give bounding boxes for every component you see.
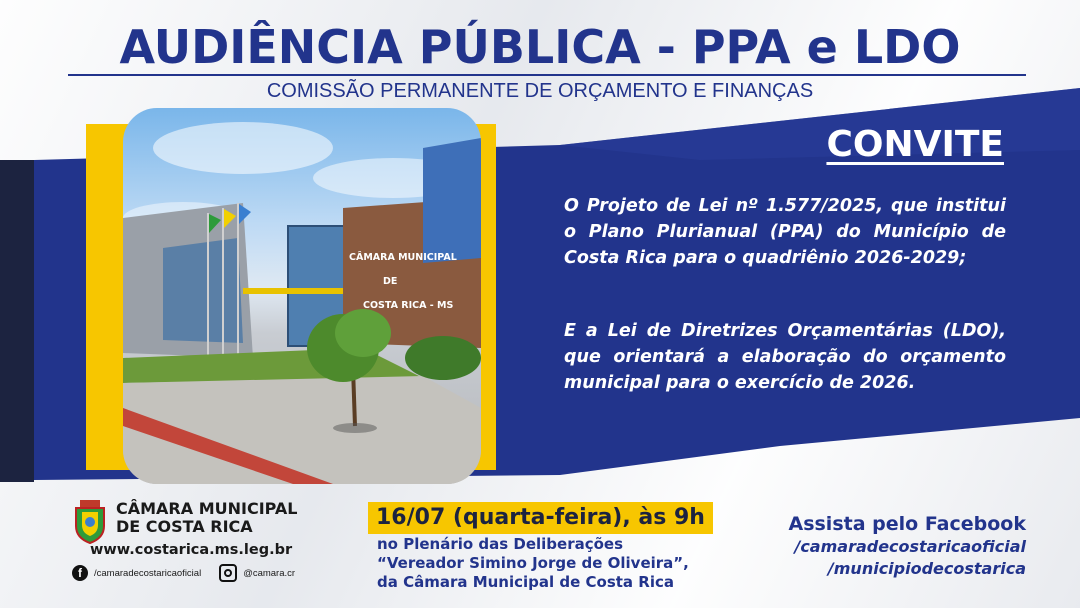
invite-heading: CONVITE <box>826 124 1004 165</box>
crest-icon <box>70 498 110 544</box>
facebook-icon: f <box>72 565 88 581</box>
instagram-icon <box>219 564 237 582</box>
website-link[interactable]: www.costarica.ms.leg.br <box>90 542 293 558</box>
building-photo <box>123 108 481 484</box>
venue-line-3: da Câmara Municipal de Costa Rica <box>377 573 674 591</box>
org-line-2: DE COSTA RICA <box>116 517 253 536</box>
org-line-1: CÂMARA MUNICIPAL <box>116 499 298 518</box>
sign-line-1: CÂMARA MUNICIPAL <box>349 252 457 263</box>
sign-line-3: COSTA RICA - MS <box>363 300 454 311</box>
page-subtitle: COMISSÃO PERMANENTE DE ORÇAMENTO E FINANÇAS <box>266 80 814 102</box>
social-links <box>72 564 295 582</box>
page-title: AUDIÊNCIA PÚBLICA - PPA e LDO <box>119 20 961 74</box>
organization-block <box>68 496 328 596</box>
venue-line-2: “Vereador Simino Jorge de Oliveira”, <box>377 554 689 572</box>
event-venue <box>377 535 689 592</box>
instagram-handle[interactable]: @camara.cr <box>243 567 296 579</box>
watch-heading: Assista pelo Facebook <box>788 513 1026 535</box>
watch-link-2[interactable]: /municipiodecostarica <box>827 559 1026 578</box>
organization-name <box>116 500 298 536</box>
venue-line-1: no Plenário das Deliberações <box>377 535 624 553</box>
sign-line-2: DE <box>383 276 398 287</box>
watch-link-1[interactable]: /camaradecostaricaoficial <box>794 537 1026 556</box>
invite-paragraph-1: O Projeto de Lei nº 1.577/2025, que institui o Plano Plurianual (PPA) do Município de Costa Rica para o quadriênio 2026-2029; <box>564 196 1006 268</box>
invite-paragraph-2: E a Lei de Diretrizes Orçamentárias (LDO), que orientará a elaboração do orçamento municipal para o exercício de 2026. <box>564 321 1006 393</box>
event-date: 16/07 (quarta-feira), às 9h <box>368 502 713 534</box>
dark-side-stripe <box>0 160 34 482</box>
facebook-handle[interactable]: /camaradecostaricaoficial <box>94 567 202 579</box>
watch-block <box>788 512 1026 580</box>
title-divider <box>68 74 1026 76</box>
